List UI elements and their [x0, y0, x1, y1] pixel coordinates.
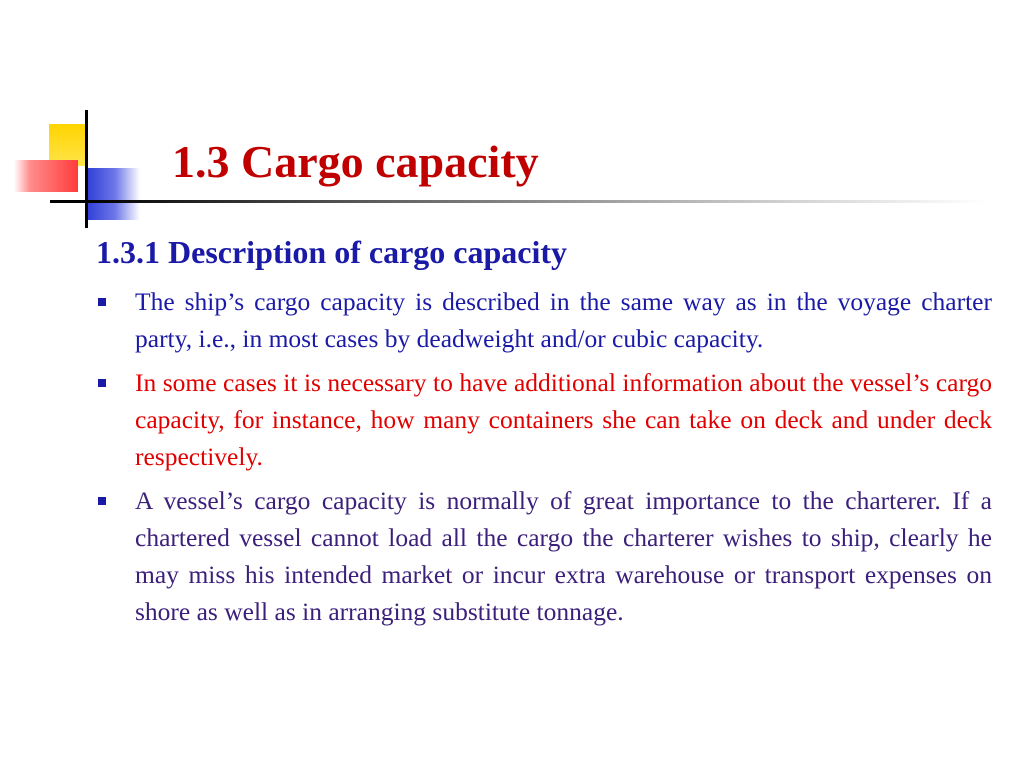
- bullet-text: A vessel’s cargo capacity is normally of great importance to the charterer. If a chartered vessel cannot load all the cargo the charterer wishes to ship, clearly he may miss his intended market or incur extra warehouse or transport expenses on shore as well as in arranging substitute tonnage.: [135, 486, 992, 626]
- title-underline-rule: [88, 200, 988, 203]
- bullet-item-additional-information: [96, 364, 992, 475]
- bullet-text: In some cases it is necessary to have additional information about the vessel’s cargo capacity, for instance, how many containers she can take on deck and under deck respectively.: [135, 368, 992, 471]
- slide-title: 1.3 Cargo capacity: [172, 136, 539, 187]
- bullet-square-icon: [98, 298, 106, 306]
- bullet-text: The ship’s cargo capacity is described in the same way as in the voyage charter party, i.e., in most cases by deadweight and/or cubic capacity.: [135, 287, 992, 353]
- bullet-list: [96, 283, 992, 637]
- bullet-square-icon: [98, 497, 106, 505]
- decorative-red-bar: [14, 160, 78, 192]
- bullet-square-icon: [98, 379, 106, 387]
- bullet-item-deadweight: [96, 283, 992, 357]
- decorative-blue-square: [85, 168, 140, 220]
- decorative-vertical-line: [85, 110, 88, 228]
- section-subheading: 1.3.1 Description of cargo capacity: [96, 234, 568, 270]
- bullet-item-importance-to-charterer: [96, 482, 992, 630]
